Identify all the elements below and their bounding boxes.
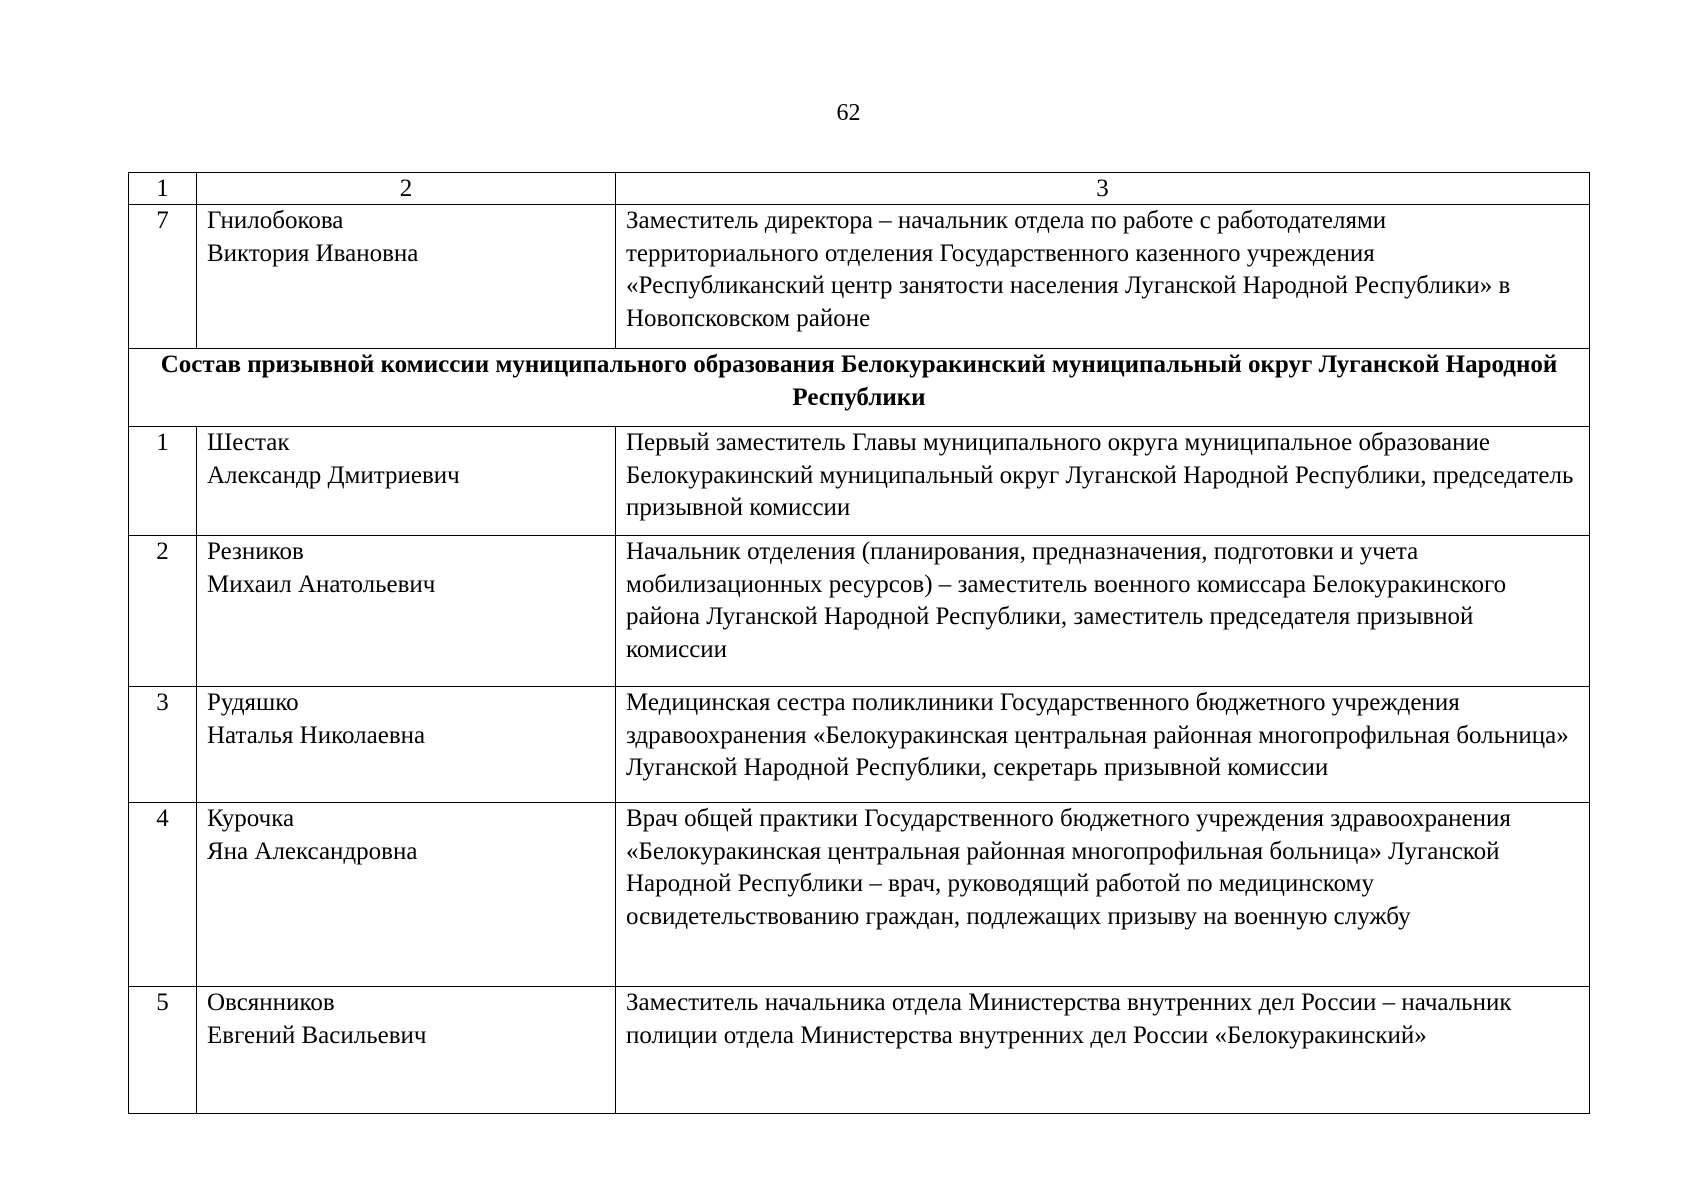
row-number: 7 (129, 205, 197, 349)
table-row (129, 427, 1590, 536)
member-position: Заместитель директора – начальник отдела по работе с работодателями территориального отделения Государственного казенного учреждения «Республиканский центр занятости населения Луганской Народной Республики» в Новопсковском районе (616, 205, 1590, 349)
member-surname: Овсянников (207, 989, 335, 1016)
commission-table (128, 172, 1590, 1114)
member-given-names: Александр Дмитриевич (207, 461, 460, 489)
table-row (129, 687, 1590, 803)
member-name (197, 803, 616, 987)
member-surname: Рудяшко (207, 689, 299, 716)
row-number: 4 (129, 803, 197, 987)
section-title: Состав призывной комиссии муниципального образования Белокуракинский муниципальный округ Луганской Народной Республики (129, 349, 1590, 427)
member-given-names: Михаил Анатольевич (207, 570, 436, 598)
member-name (197, 427, 616, 536)
table-row (129, 536, 1590, 687)
column-number-2: 2 (197, 173, 616, 205)
column-number-1: 1 (129, 173, 197, 205)
column-number-3: 3 (616, 173, 1590, 205)
member-position: Первый заместитель Главы муниципального округа муниципальное образование Белокуракинский муниципальный округ Луганской Народной Республики, председатель призывной комиссии (616, 427, 1590, 536)
member-position: Начальник отделения (планирования, предназначения, подготовки и учета мобилизационных ресурсов) – заместитель военного комиссара Белокуракинского района Луганской Народной Республики, заместитель председателя призывной комиссии (616, 536, 1590, 687)
member-given-names: Наталья Николаевна (207, 721, 426, 749)
member-given-names: Яна Александровна (207, 837, 418, 865)
member-surname: Резников (207, 538, 304, 565)
section-header-row (129, 349, 1590, 427)
table-row (129, 987, 1590, 1114)
row-number: 2 (129, 536, 197, 687)
member-name (197, 205, 616, 349)
member-name (197, 536, 616, 687)
table-row (129, 205, 1590, 349)
member-surname: Шестак (207, 429, 290, 456)
column-number-row (129, 173, 1590, 205)
member-position: Заместитель начальника отдела Министерства внутренних дел России – начальник полиции отдела Министерства внутренних дел России «Белокуракинский» (616, 987, 1590, 1114)
row-number: 3 (129, 687, 197, 803)
member-given-names: Виктория Ивановна (207, 239, 419, 267)
member-position: Врач общей практики Государственного бюджетного учреждения здравоохранения «Белокуракинская центральная районная многопрофильная больница» Луганской Народной Республики – врач, руководящий работой по медицинскому освидетельствованию граждан, подлежащих призыву на военную службу (616, 803, 1590, 987)
page-number: 62 (836, 100, 861, 126)
member-given-names: Евгений Васильевич (207, 1021, 427, 1049)
member-name (197, 987, 616, 1114)
member-name (197, 687, 616, 803)
row-number: 1 (129, 427, 197, 536)
table-row (129, 803, 1590, 987)
row-number: 5 (129, 987, 197, 1114)
member-surname: Гнилобокова (207, 207, 344, 234)
member-surname: Курочка (207, 805, 295, 832)
member-position: Медицинская сестра поликлиники Государственного бюджетного учреждения здравоохранения «Белокуракинская центральная районная многопрофильная больница» Луганской Народной Республики, секретарь призывной комиссии (616, 687, 1590, 803)
